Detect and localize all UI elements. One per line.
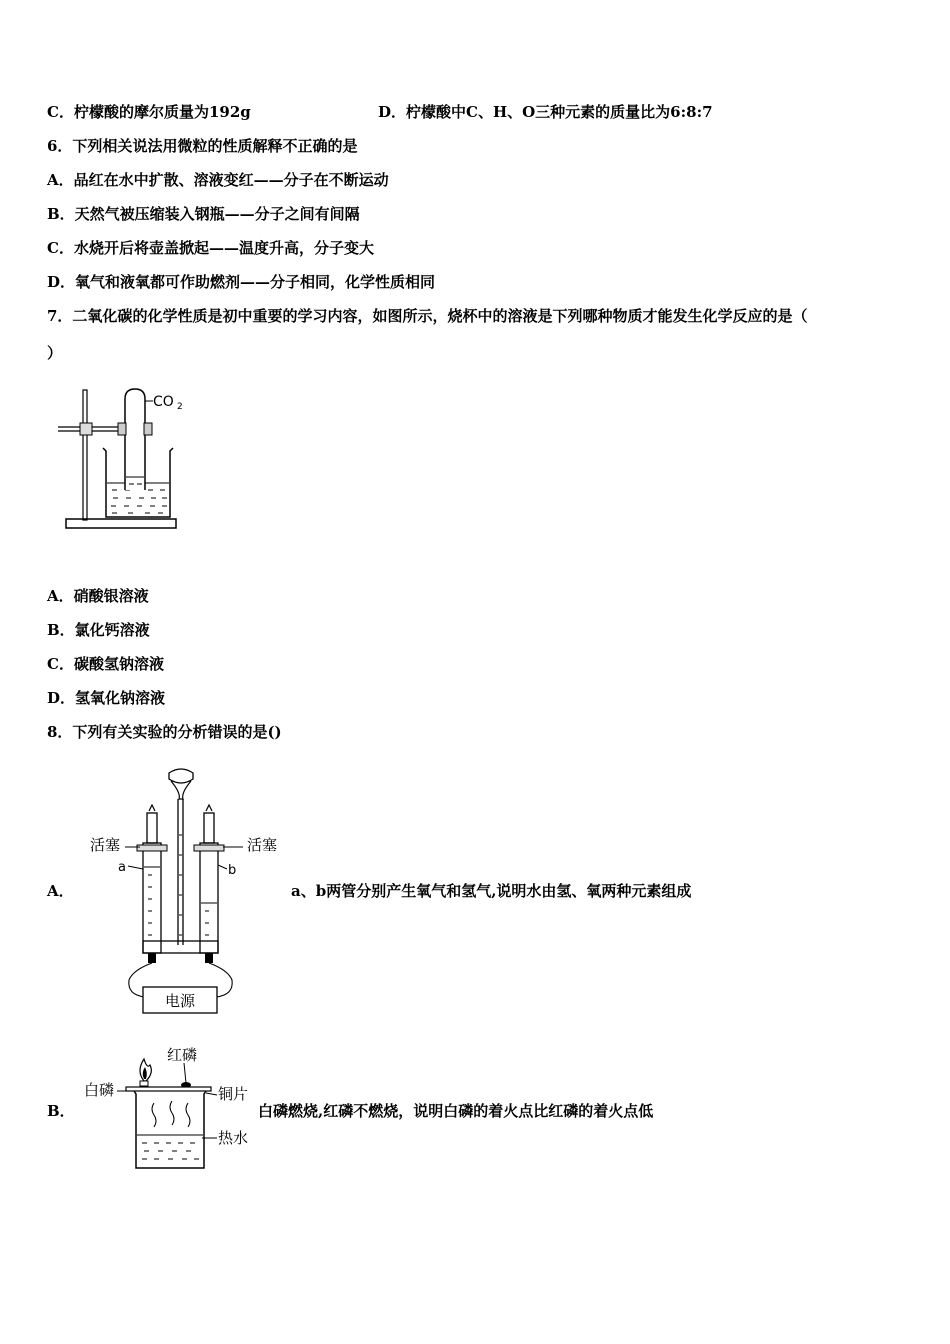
q5-option-c: C．柠檬酸的摩尔质量为192g bbox=[47, 103, 251, 121]
q7-option-c: C．碳酸氢钠溶液 bbox=[47, 655, 164, 673]
q8-option-a-text: a、b两管分别产生氧气和氢气,说明水由氢、氧两种元素组成 bbox=[291, 882, 692, 900]
q7-option-b: B．氯化钙溶液 bbox=[47, 621, 150, 639]
q8-stem: 8．下列有关实验的分析错误的是() bbox=[47, 723, 282, 741]
q7-option-d: D．氢氧化钠溶液 bbox=[47, 689, 166, 707]
q6-stem: 6．下列相关说法用微粒的性质解释不正确的是 bbox=[47, 137, 358, 155]
q6-option-c: C．水烧开后将壶盖掀起——温度升高，分子变大 bbox=[47, 239, 374, 257]
q7-option-a: A．硝酸银溶液 bbox=[47, 587, 149, 605]
q6-option-a: A．品红在水中扩散、溶液变红——分子在不断运动 bbox=[47, 171, 389, 189]
electrolysis-apparatus-figure bbox=[85, 765, 295, 1020]
tube-b-label: b bbox=[228, 863, 237, 878]
q8-option-a-letter: A． bbox=[47, 882, 74, 900]
hot-water-label: 热水 bbox=[218, 1129, 249, 1147]
q8-option-b-letter: B． bbox=[47, 1102, 75, 1120]
q8-option-b-text: 白磷燃烧,红磷不燃烧，说明白磷的着火点比红磷的着火点低 bbox=[258, 1102, 654, 1120]
stopcock-right-label: 活塞 bbox=[247, 836, 278, 854]
power-label: 电源 bbox=[164, 992, 196, 1010]
co2-subscript: 2 bbox=[177, 402, 183, 412]
phosphorus-combustion-figure bbox=[84, 1043, 259, 1175]
q7-stem-close: ） bbox=[47, 344, 63, 362]
copper-sheet-label: 铜片 bbox=[218, 1085, 249, 1103]
co2-label: CO bbox=[153, 394, 174, 410]
co2-apparatus-figure bbox=[50, 385, 190, 535]
white-phosphorus-label: 白磷 bbox=[84, 1081, 115, 1099]
q5-option-d: D．柠檬酸中C、H、O三种元素的质量比为6:8:7 bbox=[378, 103, 713, 121]
red-phosphorus-label: 红磷 bbox=[167, 1046, 198, 1064]
stopcock-left-label: 活塞 bbox=[90, 836, 121, 854]
q6-option-b: B．天然气被压缩装入钢瓶——分子之间有间隔 bbox=[47, 205, 360, 223]
tube-a-label: a bbox=[118, 860, 126, 875]
q6-option-d: D．氧气和液氧都可作助燃剂——分子相同，化学性质相同 bbox=[47, 273, 436, 291]
q7-stem: 7．二氧化碳的化学性质是初中重要的学习内容，如图所示，烧杯中的溶液是下列哪种物质才能发生化学反应的是（ bbox=[47, 307, 808, 325]
